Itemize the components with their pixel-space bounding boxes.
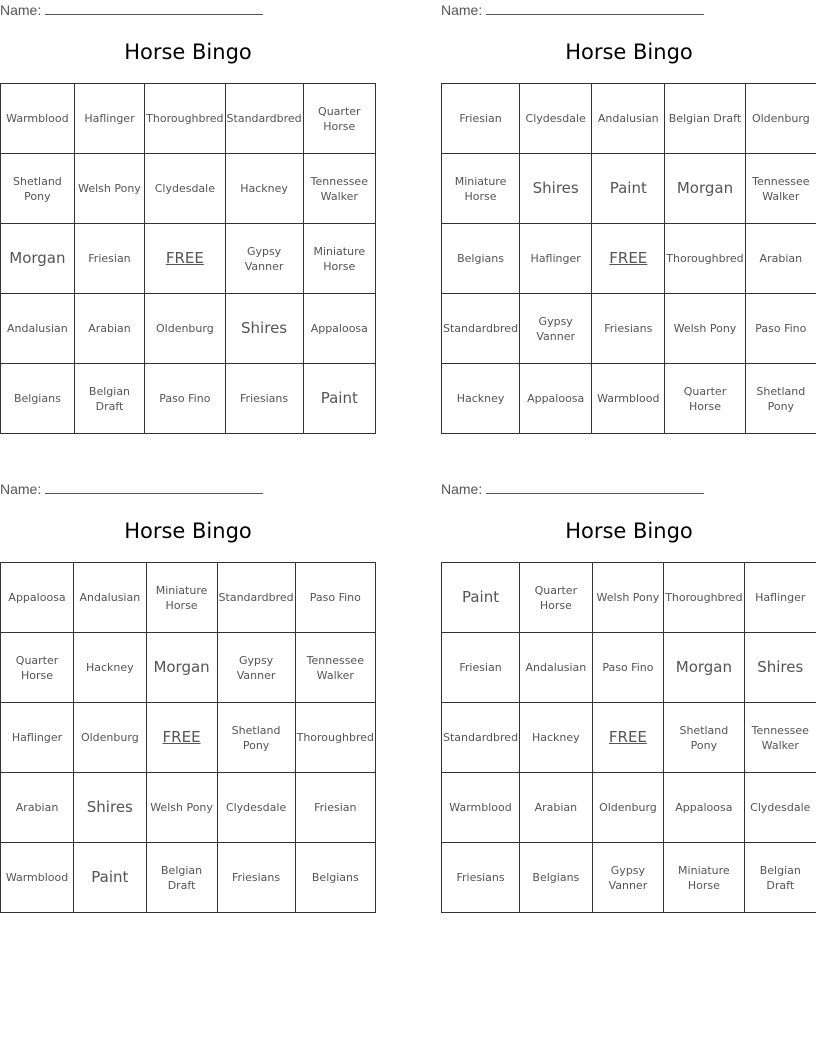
bingo-grid [441,562,816,913]
bingo-cell: Paint [74,843,147,913]
bingo-cell: Tennessee Walker [744,703,816,773]
bingo-cell: Friesians [442,843,520,913]
bingo-cell: Quarter Horse [1,633,74,703]
bingo-cell: Haflinger [520,224,592,294]
bingo-row [1,294,376,364]
name-field[interactable] [441,2,704,18]
free-space-cell: FREE [592,703,664,773]
bingo-cell: Clydesdale [145,154,225,224]
bingo-cell: Paso Fino [745,294,816,364]
bingo-cell: Oldenburg [592,773,664,843]
bingo-cell: Belgian Draft [146,843,217,913]
bingo-row [442,703,816,773]
free-space-cell: FREE [592,224,665,294]
bingo-card [441,0,816,440]
bingo-cell: Shetland Pony [745,364,816,434]
bingo-cell: Standardbred [217,563,295,633]
bingo-cell: Oldenburg [74,703,147,773]
bingo-cell: Paso Fino [145,364,225,434]
bingo-cell: Tennessee Walker [745,154,816,224]
bingo-cell: Haflinger [744,563,816,633]
bingo-card [441,479,816,919]
bingo-cell: Tennessee Walker [303,154,375,224]
bingo-cell: Arabian [520,773,593,843]
bingo-cell: Andalusian [1,294,75,364]
bingo-cell: Gypsy Vanner [217,633,295,703]
bingo-cell: Appaloosa [664,773,744,843]
bingo-card [0,0,376,440]
bingo-cell: Clydesdale [520,84,592,154]
bingo-cell: Belgian Draft [744,843,816,913]
bingo-cell: Miniature Horse [303,224,375,294]
card-title: Horse Bingo [565,519,693,543]
bingo-cell: Paint [442,563,520,633]
card-title: Horse Bingo [124,519,252,543]
bingo-cell: Warmblood [592,364,665,434]
bingo-row [1,633,376,703]
bingo-cell: Belgians [442,224,520,294]
bingo-cell: Shires [225,294,303,364]
bingo-row [442,563,816,633]
bingo-cell: Welsh Pony [592,563,664,633]
bingo-row [1,84,376,154]
bingo-cell: Friesians [225,364,303,434]
bingo-row [1,154,376,224]
bingo-cell: Morgan [664,633,744,703]
bingo-card [0,479,376,919]
bingo-cell: Thoroughbred [145,84,225,154]
bingo-cell: Shetland Pony [1,154,75,224]
name-field[interactable] [0,481,263,497]
bingo-cell: Gypsy Vanner [520,294,592,364]
card-title: Horse Bingo [565,40,693,64]
bingo-cell: Morgan [665,154,745,224]
bingo-cell: Appaloosa [520,364,592,434]
name-label: Name: [0,481,42,497]
bingo-row [1,364,376,434]
name-field[interactable] [0,2,263,18]
bingo-cell: Andalusian [592,84,665,154]
bingo-cell: Shires [744,633,816,703]
free-space-cell: FREE [145,224,225,294]
bingo-cell: Warmblood [442,773,520,843]
bingo-cell: Shires [74,773,147,843]
bingo-cell: Warmblood [1,84,75,154]
bingo-cell: Gypsy Vanner [225,224,303,294]
bingo-row [442,773,816,843]
bingo-cell: Oldenburg [145,294,225,364]
bingo-cell: Hackney [442,364,520,434]
bingo-cell: Paint [303,364,375,434]
bingo-cell: Paint [592,154,665,224]
bingo-cell: Friesian [74,224,144,294]
bingo-cell: Thoroughbred [664,563,744,633]
bingo-row [442,154,816,224]
name-label: Name: [0,2,42,18]
name-line[interactable] [45,482,263,494]
bingo-cell: Belgian Draft [74,364,144,434]
bingo-cell: Friesians [217,843,295,913]
bingo-cell: Standardbred [442,703,520,773]
bingo-cell: Standardbred [225,84,303,154]
bingo-cell: Hackney [520,703,593,773]
free-space-cell: FREE [146,703,217,773]
bingo-cell: Shetland Pony [217,703,295,773]
name-label: Name: [441,481,483,497]
bingo-row [1,843,376,913]
bingo-cell: Welsh Pony [665,294,745,364]
bingo-cell: Arabian [74,294,144,364]
card-title: Horse Bingo [124,40,252,64]
bingo-cell: Friesian [295,773,375,843]
bingo-cell: Belgians [1,364,75,434]
bingo-cell: Clydesdale [744,773,816,843]
bingo-cell: Andalusian [520,633,593,703]
bingo-row [1,773,376,843]
bingo-cell: Miniature Horse [146,563,217,633]
name-field[interactable] [441,481,704,497]
bingo-cell: Friesians [592,294,665,364]
bingo-cell: Hackney [74,633,147,703]
bingo-cell: Haflinger [1,703,74,773]
bingo-cell: Quarter Horse [520,563,593,633]
bingo-cell: Arabian [1,773,74,843]
bingo-cell: Gypsy Vanner [592,843,664,913]
bingo-cell: Belgians [295,843,375,913]
bingo-cell: Quarter Horse [303,84,375,154]
name-line[interactable] [45,3,263,15]
bingo-cell: Warmblood [1,843,74,913]
bingo-cell: Belgians [520,843,593,913]
bingo-cell: Welsh Pony [74,154,144,224]
bingo-grid [441,83,816,434]
bingo-cell: Belgian Draft [665,84,745,154]
bingo-cell: Paso Fino [295,563,375,633]
bingo-cell: Morgan [146,633,217,703]
bingo-cell: Morgan [1,224,75,294]
bingo-cell: Miniature Horse [442,154,520,224]
bingo-cell: Friesian [442,84,520,154]
bingo-row [442,294,816,364]
bingo-cell: Thoroughbred [665,224,745,294]
bingo-row [1,563,376,633]
bingo-cell: Appaloosa [1,563,74,633]
name-label: Name: [441,2,483,18]
bingo-row [442,364,816,434]
bingo-row [442,224,816,294]
bingo-cell: Standardbred [442,294,520,364]
bingo-cell: Quarter Horse [665,364,745,434]
bingo-cell: Miniature Horse [664,843,744,913]
bingo-cell: Shetland Pony [664,703,744,773]
bingo-grid [0,562,376,913]
bingo-cell: Andalusian [74,563,147,633]
bingo-row [442,633,816,703]
name-line[interactable] [486,482,704,494]
bingo-cell: Appaloosa [303,294,375,364]
bingo-row [1,703,376,773]
bingo-cell: Shires [520,154,592,224]
bingo-row [442,843,816,913]
bingo-cell: Clydesdale [217,773,295,843]
bingo-cell: Tennessee Walker [295,633,375,703]
bingo-grid [0,83,376,434]
bingo-cell: Oldenburg [745,84,816,154]
bingo-cell: Hackney [225,154,303,224]
bingo-row [442,84,816,154]
bingo-cell: Friesian [442,633,520,703]
bingo-cell: Thoroughbred [295,703,375,773]
bingo-cell: Paso Fino [592,633,664,703]
name-line[interactable] [486,3,704,15]
bingo-cell: Haflinger [74,84,144,154]
bingo-cell: Welsh Pony [146,773,217,843]
bingo-cell: Arabian [745,224,816,294]
bingo-row [1,224,376,294]
